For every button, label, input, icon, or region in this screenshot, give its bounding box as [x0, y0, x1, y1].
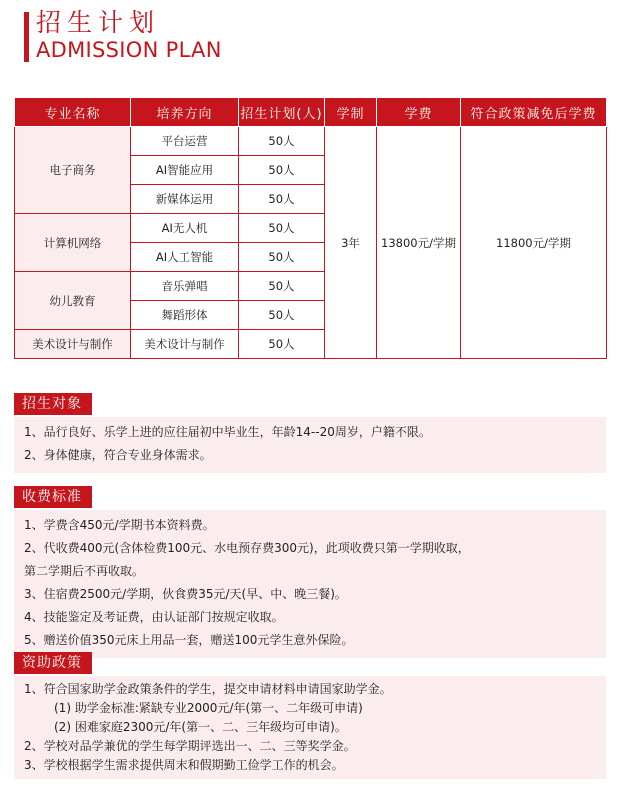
page-title: 招生计划: [36, 8, 161, 37]
text-line: (2) 困难家庭2300元/年(第一、二、三年级均可申请)。: [54, 720, 347, 734]
direction-name: 新媒体运用: [131, 185, 239, 214]
section-title: 招生对象: [14, 393, 92, 415]
tuition-cell: 13800元/学期: [377, 127, 461, 359]
major-name: 计算机网络: [15, 214, 131, 272]
major-name: 电子商务: [15, 127, 131, 214]
title-accent-bar: [24, 12, 29, 62]
major-name: 美术设计与制作: [15, 330, 131, 359]
section-title: 收费标准: [14, 486, 92, 508]
header-duration: 学制: [325, 98, 377, 127]
text-line: 1、符合国家助学金政策条件的学生，提交申请材料申请国家助学金。: [24, 682, 392, 696]
plan-count: 50人: [239, 185, 325, 214]
page-subtitle: ADMISSION PLAN: [36, 38, 222, 62]
header-tuition: 学费: [377, 98, 461, 127]
plan-count: 50人: [239, 330, 325, 359]
section-body: [14, 510, 606, 658]
text-line: 5、赠送价值350元床上用品一套，赠送100元学生意外保险。: [24, 633, 354, 647]
text-line: 第二学期后不再收取。: [24, 564, 145, 578]
direction-name: AI智能应用: [131, 156, 239, 185]
section-fee-standards: [14, 486, 606, 658]
direction-name: 平台运营: [131, 127, 239, 156]
header-plan: 招生计划(人): [239, 98, 325, 127]
direction-name: AI无人机: [131, 214, 239, 243]
direction-name: 美术设计与制作: [131, 330, 239, 359]
header-major: 专业名称: [15, 98, 131, 127]
section-body: [14, 417, 606, 473]
plan-count: 50人: [239, 243, 325, 272]
table-row: [15, 127, 607, 156]
plan-count: 50人: [239, 214, 325, 243]
text-line: 2、代收费400元(含体检费100元、水电预存费300元)，此项收费只第一学期收取，: [24, 541, 470, 555]
text-line: (1) 助学金标准:紧缺专业2000元/年(第一、二年级可申请): [54, 701, 363, 715]
section-admission-targets: [14, 393, 606, 473]
admission-plan-table: [14, 97, 607, 359]
direction-name: 音乐弹唱: [131, 272, 239, 301]
text-line: 2、身体健康，符合专业身体需求。: [24, 448, 212, 462]
table-header-row: [15, 98, 607, 127]
text-line: 3、住宿费2500元/学期，伙食费35元/天(早、中、晚三餐)。: [24, 587, 347, 601]
plan-count: 50人: [239, 156, 325, 185]
header-reduced-tuition: 符合政策减免后学费: [461, 98, 607, 127]
text-line: 3、学校根据学生需求提供周末和假期勤工俭学工作的机会。: [24, 758, 344, 772]
plan-count: 50人: [239, 301, 325, 330]
text-line: 1、学费含450元/学期书本资料费。: [24, 518, 215, 532]
section-body: [14, 676, 606, 779]
section-aid-policy: [14, 652, 606, 779]
header-direction: 培养方向: [131, 98, 239, 127]
duration-cell: 3年: [325, 127, 377, 359]
text-line: 1、品行良好、乐学上进的应往届初中毕业生，年龄14--20周岁，户籍不限。: [24, 425, 431, 439]
major-name: 幼儿教育: [15, 272, 131, 330]
direction-name: AI人工智能: [131, 243, 239, 272]
text-line: 4、技能鉴定及考证费，由认证部门按规定收取。: [24, 610, 284, 624]
section-title: 资助政策: [14, 652, 92, 674]
plan-count: 50人: [239, 272, 325, 301]
plan-count: 50人: [239, 127, 325, 156]
reduced-tuition-cell: 11800元/学期: [461, 127, 607, 359]
direction-name: 舞蹈形体: [131, 301, 239, 330]
text-line: 2、学校对品学兼优的学生每学期评选出一、二、三等奖学金。: [24, 739, 356, 753]
